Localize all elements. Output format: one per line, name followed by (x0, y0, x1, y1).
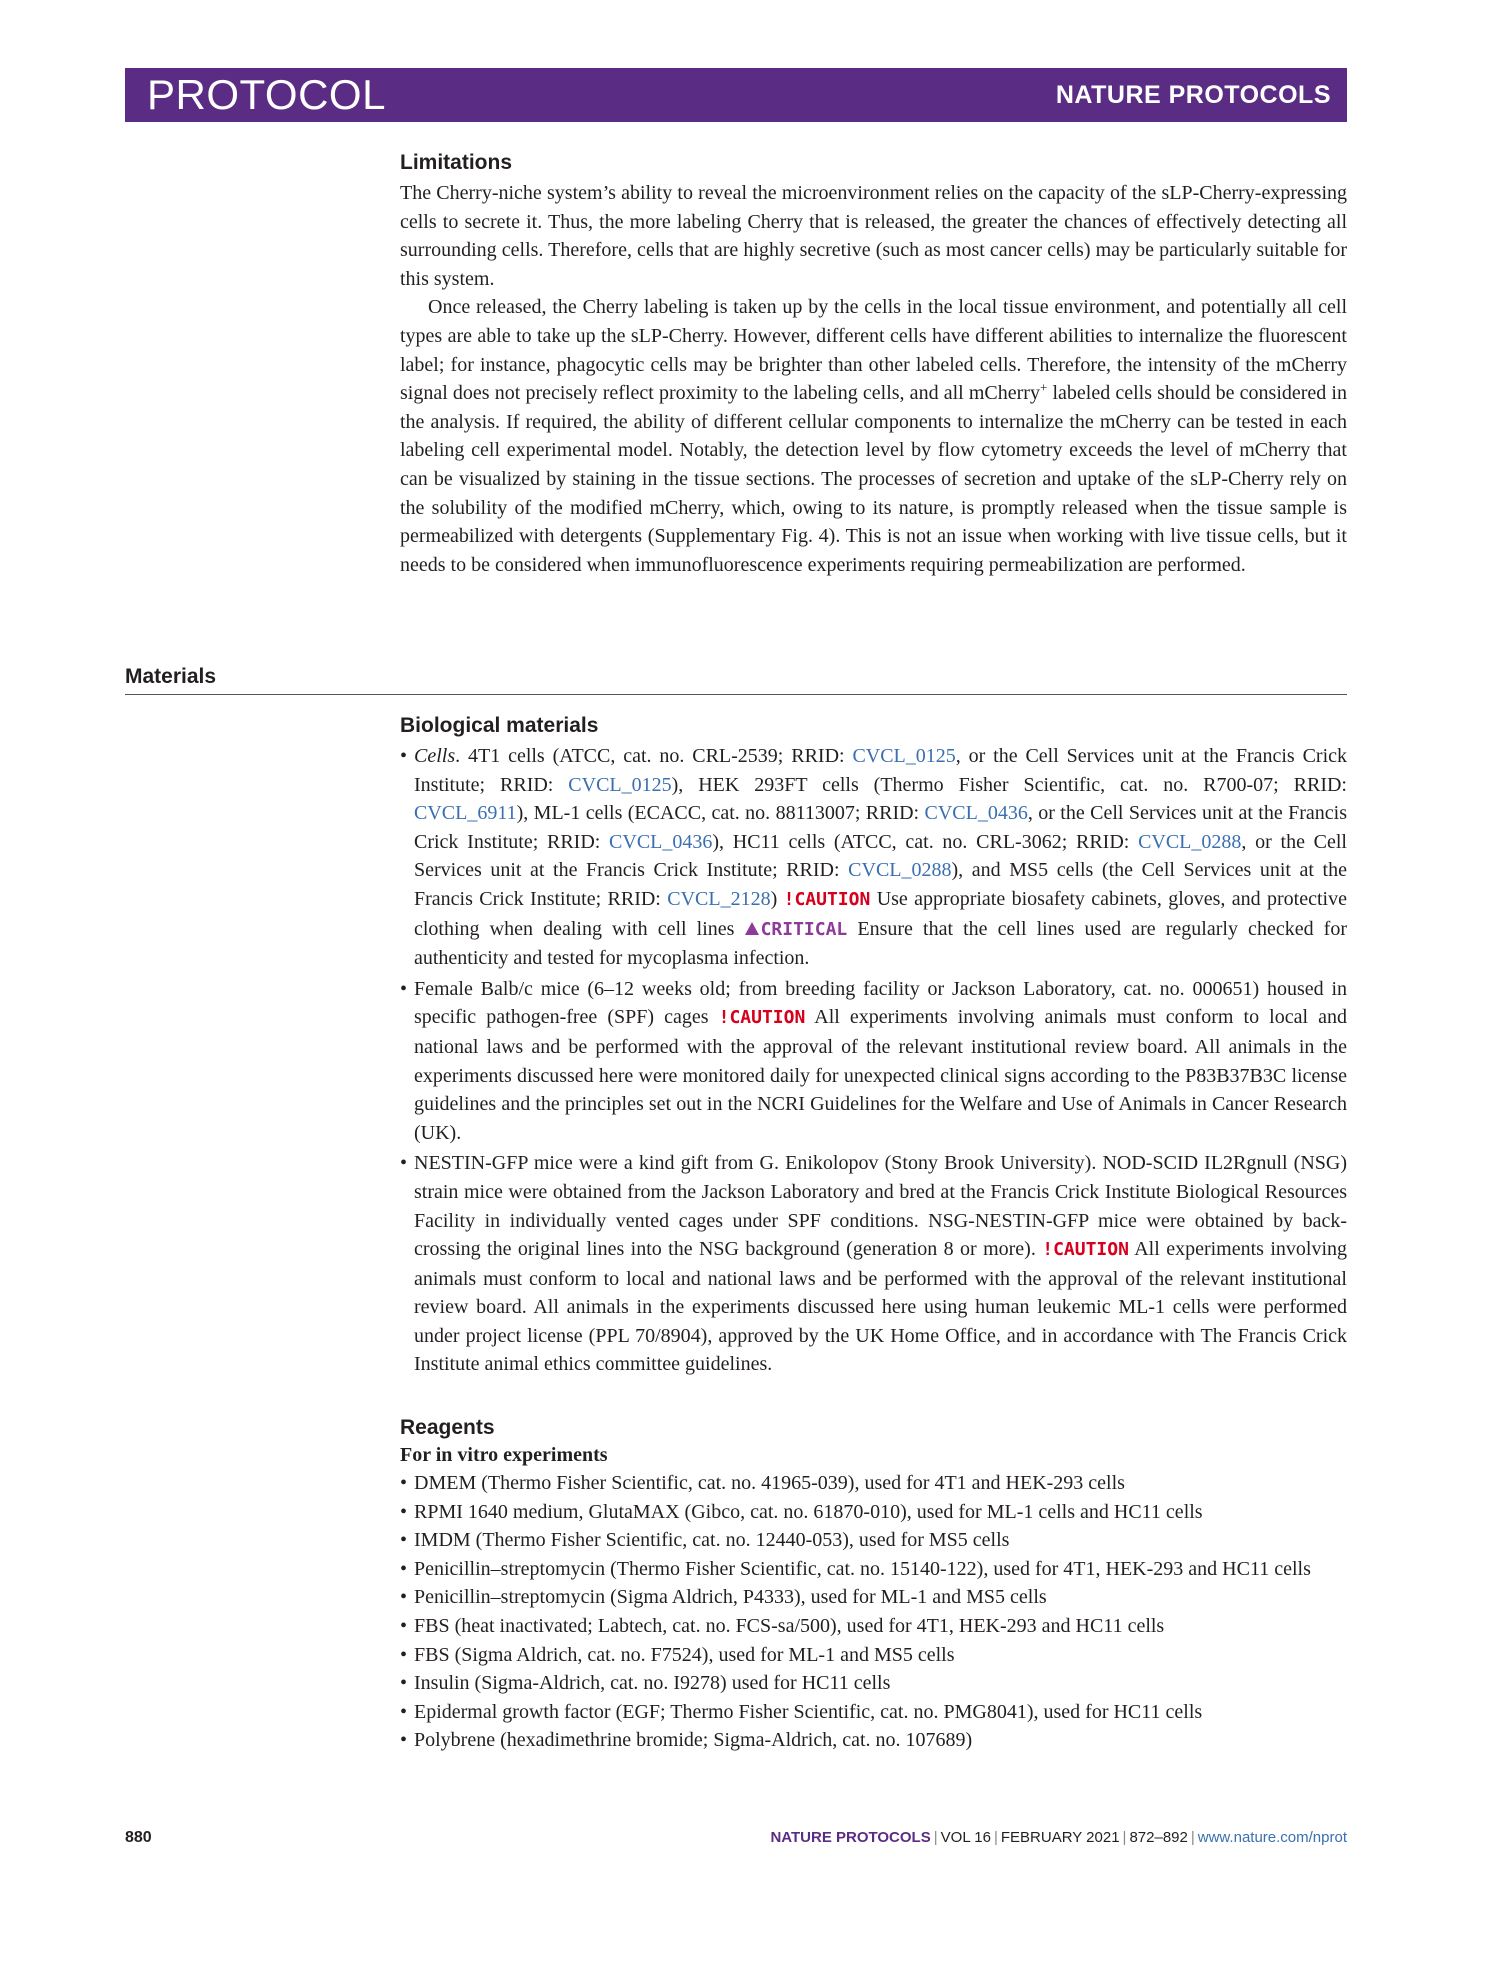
rrid-link[interactable]: CVCL_2128 (667, 887, 771, 910)
list-item: • DMEM (Thermo Fisher Scientific, cat. no. 41965-039), used for 4T1 and HEK-293 cells (400, 1469, 1347, 1498)
para2-text-b: labeled cells should be considered in the analysis. If required, the ability of different cellular components to internalize the mCherry can be tested in each labeling cell experimental model. Notably, the detection level by flow cytometry exceeds the level of mCherry that can be visualized by staining in the tissue sections. The processes of secretion and uptake of the sLP-Cherry rely on the solubility of the modified mCherry, which, owing to its nature, is promptly released when the tissue sample is permeabilized with detergents (Supplementary Fig. 4). This is not an issue when working with live tissue cells, but it needs to be considered when immunofluorescence experiments requiring permeabilization are performed. (400, 382, 1347, 576)
rrid-link[interactable]: CVCL_0288 (848, 859, 952, 882)
list-item (400, 742, 1347, 973)
reagents-heading: Reagents (400, 1416, 495, 1439)
list-item: • Insulin (Sigma-Aldrich, cat. no. I9278) used for HC11 cells (400, 1669, 1347, 1698)
superscript-plus: + (1039, 379, 1048, 395)
list-item: • Polybrene (hexadimethrine bromide; Sigma-Aldrich, cat. no. 107689) (400, 1726, 1347, 1755)
critical-triangle-icon (745, 922, 759, 935)
list-item: • FBS (Sigma Aldrich, cat. no. F7524), used for ML-1 and MS5 cells (400, 1641, 1347, 1670)
limitations-paragraph-1: The Cherry-niche system’s ability to reveal the microenvironment relies on the capacity of the sLP-Cherry-expressing cells to secrete it. Thus, the more labeling Cherry that is released, the greater the chances of effectively detecting all surrounding cells. Therefore, cells that are highly secretive (such as most cancer cells) may be particularly suitable for this system. (400, 182, 1347, 290)
text: ), ML-1 cells (ECACC, cat. no. 88113007; RRID: (516, 802, 925, 825)
text: Use appropriate biosafety cabinets, gloves, and protective clothing when dealing with cell lines (414, 887, 1347, 940)
footer-url[interactable]: www.nature.com/nprot (1197, 1829, 1347, 1846)
biological-materials (400, 713, 1347, 1381)
rrid-link[interactable]: CVCL_6911 (414, 802, 517, 825)
in-vitro-heading: For in vitro experiments (400, 1444, 608, 1466)
reagents-list (400, 1469, 1347, 1755)
text: ) (770, 887, 784, 910)
footer-date: FEBRUARY 2021 (1000, 1829, 1120, 1846)
footer-journal: NATURE PROTOCOLS (770, 1829, 931, 1846)
text: Ensure that the cell lines used are regularly checked for authenticity and tested for mycoplasma infection. (414, 917, 1347, 970)
caution-label: !CAUTION (1042, 1239, 1129, 1261)
header-banner (125, 68, 1347, 122)
caution-label: !CAUTION (718, 1007, 806, 1029)
caution-label: !CAUTION (783, 888, 871, 910)
limitations-section (400, 150, 1347, 579)
list-item: • IMDM (Thermo Fisher Scientific, cat. no. 12440-053), used for MS5 cells (400, 1526, 1347, 1555)
materials-section-heading (125, 664, 1347, 695)
rrid-link[interactable]: CVCL_0125 (852, 745, 956, 767)
rrid-link[interactable]: CVCL_0436 (924, 802, 1028, 825)
article-type: PROTOCOL (147, 71, 386, 118)
bio-materials-list (400, 742, 1347, 1379)
limitations-paragraph-2 (400, 293, 1347, 579)
text: ), and MS5 cells (the Cell Services unit at the Francis Crick Institute; RRID: (414, 859, 1347, 910)
text: , or the Cell Services unit at the Francis Crick Institute; RRID: (414, 830, 1347, 882)
footer-volume: VOL 16 (940, 1829, 991, 1846)
footer-pages: 872–892 (1129, 1829, 1188, 1846)
list-item: • Penicillin–streptomycin (Thermo Fisher Scientific, cat. no. 15140-122), used for 4T1, HEK-293 and HC11 cells (400, 1555, 1347, 1584)
journal-name: NATURE PROTOCOLS (1055, 81, 1331, 109)
rrid-link[interactable]: CVCL_0288 (1138, 830, 1242, 853)
list-item (400, 975, 1347, 1148)
reagents-section (400, 1415, 1347, 1755)
list-item (400, 1149, 1347, 1379)
limitations-heading: Limitations (400, 151, 513, 174)
text: All experiments involving animals must conform to local and national laws and be performed with the approval of the relevant institutional review board. All animals in the experiments discussed here were monitored daily for unexpected clinical signs according to the P83B37B3C license guidelines and the principles set out in the NCRI Guidelines for the Welfare and Use of Animals in Cancer Research (UK). (414, 1006, 1347, 1144)
materials-heading: Materials (125, 665, 217, 688)
cells-label: Cells (414, 745, 456, 767)
text: ), HEK 293FT cells (Thermo Fisher Scientific, cat. no. R700-07; RRID: (671, 773, 1347, 796)
page-number: 880 (125, 1829, 152, 1846)
text: , or the Cell Services unit at the Francis Crick Institute; RRID: (414, 802, 1347, 853)
list-item: • RPMI 1640 medium, GlutaMAX (Gibco, cat. no. 61870-010), used for ML-1 cells and HC11 cells (400, 1498, 1347, 1527)
rrid-link[interactable]: CVCL_0125 (568, 773, 672, 796)
text: Female Balb/c mice (6–12 weeks old; from breeding facility or Jackson Laboratory, cat. no. 000651) housed in specific pathogen-free (SPF) cages (414, 977, 1347, 1029)
page-footer (125, 1826, 1347, 1850)
text: All experiments involving animals must conform to local and national laws and be performed with the approval of the relevant institutional review board. All animals in the experiments discussed here using human leukemic ML-1 cells were performed under project license (PPL 70/8904), approved by the UK Home Office, and in accordance with The Francis Crick Institute animal ethics committee guidelines. (414, 1238, 1347, 1376)
critical-label: CRITICAL (760, 918, 848, 940)
text: . 4T1 cells (ATCC, cat. no. CRL-2539; RRID: (455, 745, 853, 767)
text: NESTIN-GFP mice were a kind gift from G. Enikolopov (Stony Brook University). NOD-SCID IL2Rgnull (NSG) strain mice were obtained from the Jackson Laboratory and bred at the Francis Crick Institute Biological Resources Facility in individually vented cages under SPF conditions. NSG-NESTIN-GFP mice were obtained by back-crossing the original lines into the NSG background (generation 8 or more). (414, 1152, 1347, 1261)
list-item: • Penicillin–streptomycin (Sigma Aldrich, P4333), used for ML-1 and MS5 cells (400, 1583, 1347, 1612)
footer-citation: NATURE PROTOCOLS | VOL 16 | FEBRUARY 2021 | 872–892 | www.nature.com/nprot (770, 1829, 1347, 1846)
list-item: • Epidermal growth factor (EGF; Thermo Fisher Scientific, cat. no. PMG8041), used for HC11 cells (400, 1698, 1347, 1727)
text: ), HC11 cells (ATCC, cat. no. CRL-3062; RRID: (712, 830, 1139, 853)
rrid-link[interactable]: CVCL_0436 (609, 830, 713, 853)
list-item: • FBS (heat inactivated; Labtech, cat. no. FCS-sa/500), used for 4T1, HEK-293 and HC11 cells (400, 1612, 1347, 1641)
bio-materials-heading: Biological materials (400, 714, 599, 737)
para2-text-a: Once released, the Cherry labeling is taken up by the cells in the local tissue environment, and potentially all cell types are able to take up the sLP-Cherry. However, different cells have different abilities to internalize the fluorescent label; for instance, phagocytic cells may be brighter than other labeled cells. Therefore, the intensity of the mCherry signal does not precisely reflect proximity to the labeling cells, and all mCherry (400, 296, 1347, 405)
text: , or the Cell Services unit at the Francis Crick Institute; RRID: (414, 745, 1348, 796)
